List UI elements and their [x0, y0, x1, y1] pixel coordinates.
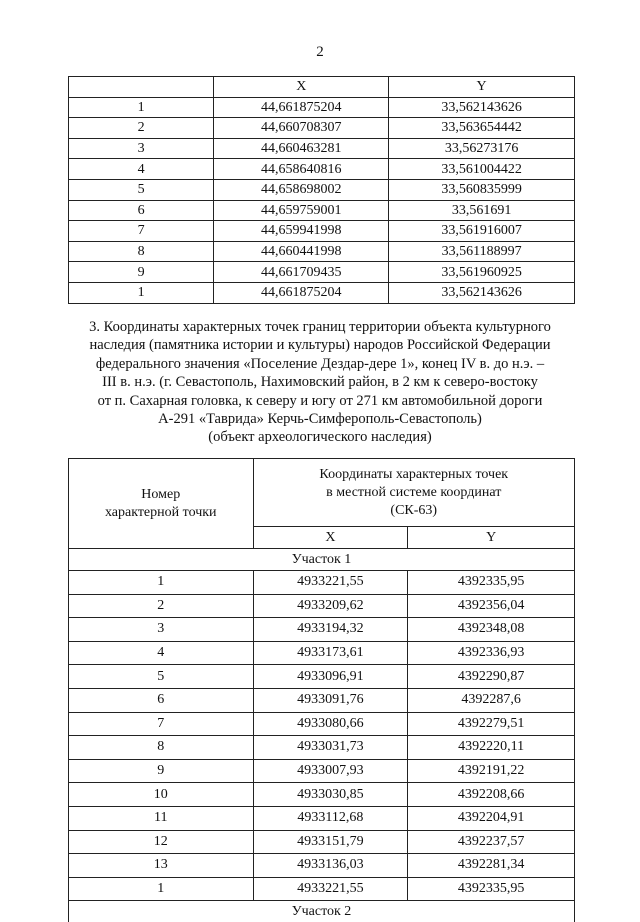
header-coordinates-line3: (СК-63)	[254, 502, 574, 520]
y-value: 4392237,57	[408, 830, 575, 854]
point-number: 4	[69, 159, 214, 180]
heading-line: от п. Сахарная головка, к северу и югу от 271 км автомобильной дороги	[60, 392, 580, 410]
point-number: 12	[69, 830, 254, 854]
y-value: 33,561960925	[389, 262, 575, 283]
x-value: 4933173,61	[253, 641, 408, 665]
x-value: 4933221,55	[253, 877, 408, 901]
header-coordinates-line2: в местной системе координат	[254, 484, 574, 502]
point-number: 1	[69, 877, 254, 901]
header-number	[69, 77, 214, 98]
table-row	[69, 806, 575, 830]
point-number: 6	[69, 200, 214, 221]
x-value: 4933031,73	[253, 736, 408, 760]
table-body	[69, 549, 575, 922]
x-value: 44,661875204	[214, 282, 389, 303]
table-row	[69, 594, 575, 618]
x-value: 4933136,03	[253, 854, 408, 878]
point-number: 3	[69, 138, 214, 159]
point-number: 2	[69, 118, 214, 139]
y-value: 33,561691	[389, 200, 575, 221]
table-row	[69, 282, 575, 303]
point-number: 5	[69, 665, 254, 689]
header-y: Y	[389, 77, 575, 98]
y-value: 33,560835999	[389, 179, 575, 200]
table-row	[69, 618, 575, 642]
point-number: 11	[69, 806, 254, 830]
header-x: X	[253, 527, 408, 549]
point-number: 7	[69, 712, 254, 736]
x-value: 4933007,93	[253, 759, 408, 783]
heading-line: (объект археологического наследия)	[60, 428, 580, 446]
y-value: 4392281,34	[408, 854, 575, 878]
table-row	[69, 221, 575, 242]
x-value: 44,661709435	[214, 262, 389, 283]
x-value: 44,658640816	[214, 159, 389, 180]
header-x: X	[214, 77, 389, 98]
heading-line: наследия (памятника истории и культуры) народов Российской Федерации	[60, 336, 580, 354]
heading-line: 3. Координаты характерных точек границ территории объекта культурного	[60, 318, 580, 336]
table-header-row	[69, 77, 575, 98]
y-value: 4392336,93	[408, 641, 575, 665]
table-row	[69, 179, 575, 200]
x-value: 44,660708307	[214, 118, 389, 139]
y-value: 33,561188997	[389, 241, 575, 262]
table-row	[69, 641, 575, 665]
table-row	[69, 712, 575, 736]
y-value: 33,561916007	[389, 221, 575, 242]
heading-line: III в. н.э. (г. Севастополь, Нахимовский район, в 2 км к северо-востоку	[60, 373, 580, 391]
x-value: 44,660441998	[214, 241, 389, 262]
x-value: 44,659759001	[214, 200, 389, 221]
header-point-number-line1: Номер	[69, 486, 253, 504]
header-coordinates	[253, 459, 574, 527]
section-label: Участок 1	[69, 549, 575, 571]
section-heading	[60, 318, 580, 447]
y-value: 33,563654442	[389, 118, 575, 139]
point-number: 13	[69, 854, 254, 878]
x-value: 4933151,79	[253, 830, 408, 854]
table-row	[69, 783, 575, 807]
x-value: 44,658698002	[214, 179, 389, 200]
point-number: 9	[69, 759, 254, 783]
x-value: 4933091,76	[253, 688, 408, 712]
point-number: 9	[69, 262, 214, 283]
y-value: 33,561004422	[389, 159, 575, 180]
point-number: 4	[69, 641, 254, 665]
point-number: 7	[69, 221, 214, 242]
point-number: 1	[69, 571, 254, 595]
header-coordinates-line1: Координаты характерных точек	[254, 466, 574, 484]
point-number: 3	[69, 618, 254, 642]
table-header-row	[69, 459, 575, 527]
table-row	[69, 138, 575, 159]
x-value: 4933194,32	[253, 618, 408, 642]
section-label: Участок 2	[69, 901, 575, 922]
y-value: 4392191,22	[408, 759, 575, 783]
heading-line: А-291 «Таврида» Керчь-Симферополь-Севастополь)	[60, 410, 580, 428]
point-number: 8	[69, 736, 254, 760]
table-row	[69, 97, 575, 118]
table-row	[69, 830, 575, 854]
table-body	[69, 97, 575, 303]
point-number: 10	[69, 783, 254, 807]
table-row	[69, 118, 575, 139]
y-value: 4392290,87	[408, 665, 575, 689]
point-number: 6	[69, 688, 254, 712]
section-row	[69, 901, 575, 922]
table-row	[69, 877, 575, 901]
x-value: 44,661875204	[214, 97, 389, 118]
y-value: 4392287,6	[408, 688, 575, 712]
x-value: 4933030,85	[253, 783, 408, 807]
header-point-number	[69, 459, 254, 549]
x-value: 44,659941998	[214, 221, 389, 242]
table-row	[69, 759, 575, 783]
section-row	[69, 549, 575, 571]
table-row	[69, 241, 575, 262]
table-row	[69, 200, 575, 221]
y-value: 4392279,51	[408, 712, 575, 736]
x-value: 44,660463281	[214, 138, 389, 159]
table-row	[69, 262, 575, 283]
table-row	[69, 736, 575, 760]
y-value: 33,562143626	[389, 282, 575, 303]
table-row	[69, 571, 575, 595]
heading-line: федерального значения «Поселение Дездар-дере 1», конец IV в. до н.э. –	[60, 355, 580, 373]
y-value: 4392220,11	[408, 736, 575, 760]
y-value: 33,56273176	[389, 138, 575, 159]
table-row	[69, 688, 575, 712]
x-value: 4933221,55	[253, 571, 408, 595]
point-number: 1	[69, 282, 214, 303]
y-value: 4392208,66	[408, 783, 575, 807]
x-value: 4933112,68	[253, 806, 408, 830]
y-value: 4392356,04	[408, 594, 575, 618]
header-y: Y	[408, 527, 575, 549]
coordinates-table-sk63	[68, 458, 575, 922]
point-number: 5	[69, 179, 214, 200]
table-row	[69, 665, 575, 689]
point-number: 8	[69, 241, 214, 262]
x-value: 4933080,66	[253, 712, 408, 736]
header-point-number-line2: характерной точки	[69, 504, 253, 522]
y-value: 4392204,91	[408, 806, 575, 830]
y-value: 4392335,95	[408, 571, 575, 595]
x-value: 4933096,91	[253, 665, 408, 689]
point-number: 1	[69, 97, 214, 118]
coordinates-table-wgs	[68, 76, 575, 304]
y-value: 4392348,08	[408, 618, 575, 642]
page-number: 2	[0, 44, 640, 61]
y-value: 4392335,95	[408, 877, 575, 901]
y-value: 33,562143626	[389, 97, 575, 118]
x-value: 4933209,62	[253, 594, 408, 618]
table-row	[69, 854, 575, 878]
point-number: 2	[69, 594, 254, 618]
table-row	[69, 159, 575, 180]
